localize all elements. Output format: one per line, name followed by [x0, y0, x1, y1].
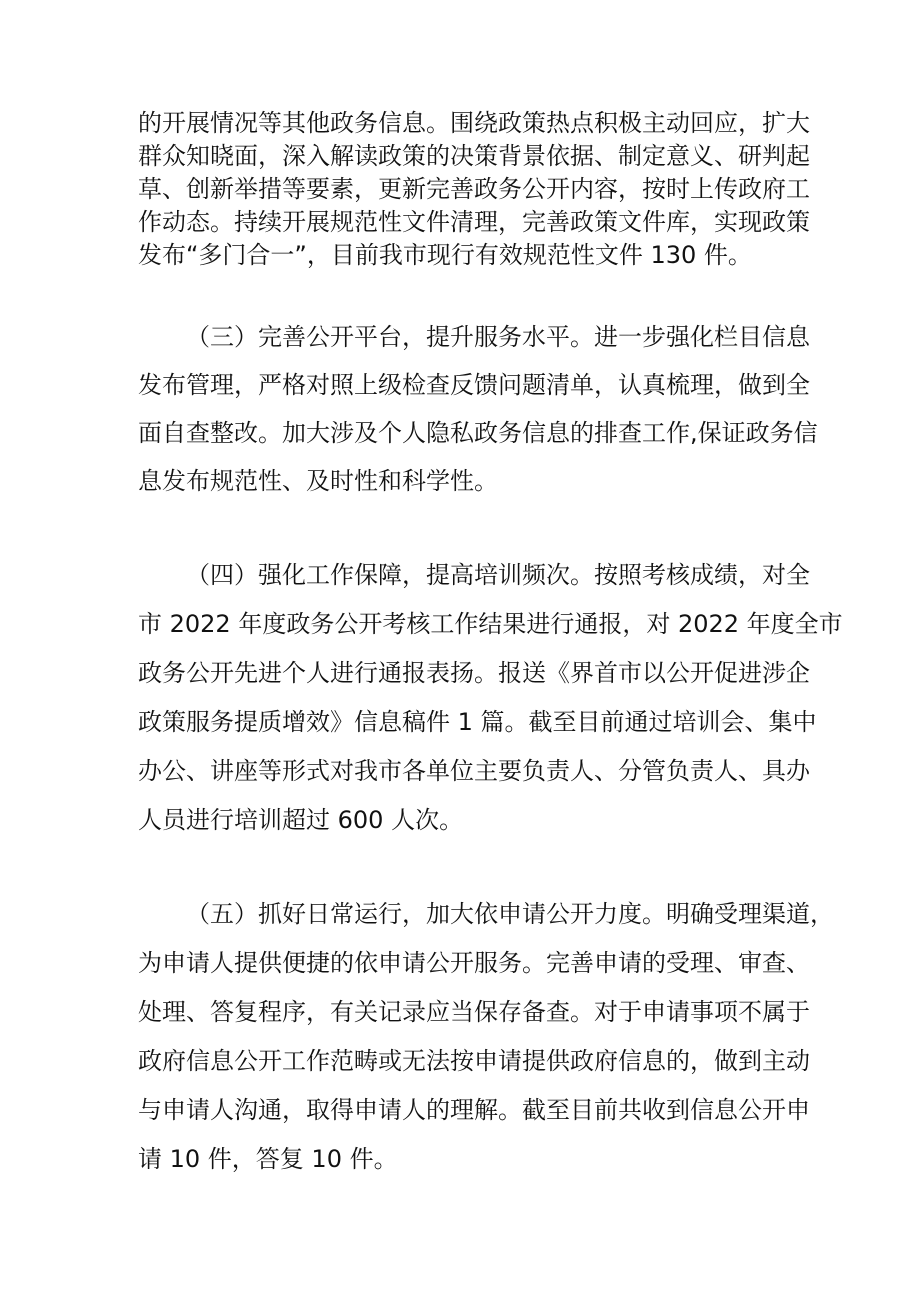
- paragraph-line: （三）完善公开平台，提升服务水平。进一步强化栏目信息: [186, 323, 810, 351]
- paragraph-line: （四）强化工作保障，提高培训频次。按照考核成绩，对全: [186, 561, 810, 589]
- paragraph-line: 办公、讲座等形式对我市各单位主要负责人、分管负责人、具办: [138, 757, 810, 785]
- paragraph-line: 人员进行培训超过 600 人次。: [138, 806, 464, 834]
- paragraph-line: 为申请人提供便捷的依申请公开服务。完善申请的受理、审查、: [138, 949, 810, 977]
- paragraph-line: 的开展情况等其他政务信息。围绕政策热点积极主动回应，扩大: [138, 109, 810, 137]
- paragraph-line: 处理、答复程序，有关记录应当保存备查。对于申请事项不属于: [138, 998, 810, 1026]
- paragraph-line: 市 2022 年度政务公开考核工作结果进行通报，对 2022 年度全市: [138, 610, 843, 638]
- paragraph-line: （五）抓好日常运行，加大依申请公开力度。明确受理渠道，: [186, 900, 834, 928]
- paragraph-line: 与申请人沟通，取得申请人的理解。截至目前共收到信息公开申: [138, 1096, 810, 1124]
- paragraph-line: 请 10 件，答复 10 件。: [138, 1145, 398, 1173]
- paragraph-line: 政务公开先进个人进行通报表扬。报送《界首市以公开促进涉企: [138, 659, 810, 687]
- paragraph-line: 作动态。持续开展规范性文件清理，完善政策文件库，实现政策: [138, 208, 810, 236]
- paragraph-line: 政府信息公开工作范畴或无法按申请提供政府信息的，做到主动: [138, 1047, 810, 1075]
- paragraph-line: 政策服务提质增效》信息稿件 1 篇。截至目前通过培训会、集中: [138, 708, 817, 736]
- paragraph-line: 草、创新举措等要素，更新完善政务公开内容，按时上传政府工: [138, 175, 810, 203]
- paragraph-line: 面自查整改。加大涉及个人隐私政务信息的排查工作,保证政务信: [138, 419, 818, 447]
- paragraph-line: 发布管理，严格对照上级检查反馈问题清单，认真梳理，做到全: [138, 371, 810, 399]
- paragraph-line: 发布“多门合一”，目前我市现行有效规范性文件 130 件。: [138, 241, 752, 269]
- paragraph-line: 群众知晓面，深入解读政策的决策背景依据、制定意义、研判起: [138, 142, 810, 170]
- paragraph-line: 息发布规范性、及时性和科学性。: [138, 467, 498, 495]
